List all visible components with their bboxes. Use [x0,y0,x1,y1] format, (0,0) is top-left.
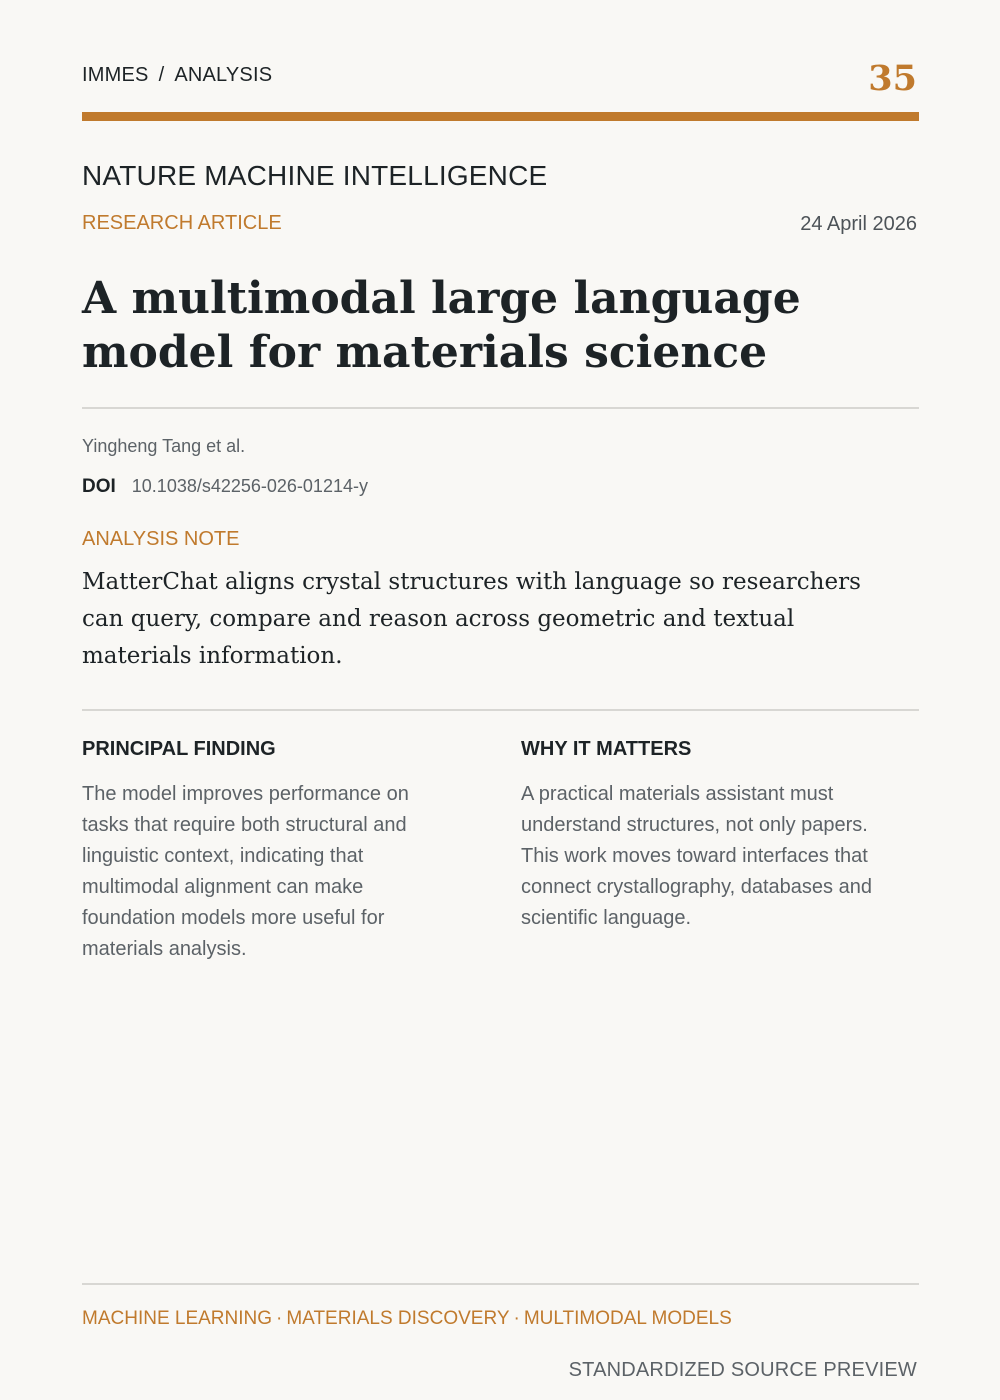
page-number: 35 [868,58,917,99]
article-type-label: RESEARCH ARTICLE [82,212,282,234]
body-line: understand structures, not only papers. [521,814,868,836]
breadcrumb-item-category[interactable]: ANALYSIS [174,64,273,86]
tag-materials-discovery[interactable]: MATERIALS DISCOVERY [286,1308,510,1329]
breadcrumb-separator: / [158,64,165,86]
why-it-matters-heading: WHY IT MATTERS [521,738,692,760]
body-line: This work moves toward interfaces that [521,845,868,867]
principal-finding-body [82,779,467,965]
tag-separator: · [276,1308,283,1329]
body-line: linguistic context, indicating that [82,845,364,867]
note-line: materials information. [82,643,343,669]
doi-link[interactable]: 10.1038/s42256-026-01214-y [131,476,368,496]
body-line: connect crystallography, databases and [521,876,872,898]
divider [82,709,919,711]
title-line: model for materials science [82,327,768,378]
tag-separator: · [513,1308,520,1329]
why-it-matters-body [521,779,919,934]
breadcrumb [82,64,272,87]
body-line: The model improves performance on [82,783,409,805]
doi-label: DOI [82,476,116,497]
body-line: foundation models more useful for [82,907,385,929]
accent-divider [82,112,919,121]
breadcrumb-item-section[interactable]: IMMES [82,64,149,86]
doi-row [82,476,368,498]
body-line: scientific language. [521,907,692,929]
why-it-matters-section [521,738,919,934]
body-line: multimodal alignment can make [82,876,364,898]
topic-tags [82,1308,732,1330]
principal-finding-section [82,738,467,965]
note-line: MatterChat aligns crystal structures with language so researchers [82,569,861,595]
title-line: A multimodal large language [82,273,801,324]
journal-name: NATURE MACHINE INTELLIGENCE [82,160,548,191]
tag-multimodal-models[interactable]: MULTIMODAL MODELS [523,1308,732,1329]
publication-date: 24 April 2026 [800,213,917,235]
principal-finding-heading: PRINCIPAL FINDING [82,738,276,760]
analysis-note-heading: ANALYSIS NOTE [82,528,240,550]
note-line: can query, compare and reason across geometric and textual [82,606,795,632]
article-title [82,272,919,380]
authors: Yingheng Tang et al. [82,436,246,456]
tag-machine-learning[interactable]: MACHINE LEARNING [82,1308,273,1329]
top-bar [82,58,919,102]
body-line: A practical materials assistant must [521,783,834,805]
body-line: tasks that require both structural and [82,814,407,836]
divider [82,1283,919,1285]
divider [82,407,919,409]
body-line: materials analysis. [82,938,247,960]
analysis-note-body [82,564,919,675]
footer-note: STANDARDIZED SOURCE PREVIEW [568,1359,917,1381]
article-page [82,0,919,1400]
